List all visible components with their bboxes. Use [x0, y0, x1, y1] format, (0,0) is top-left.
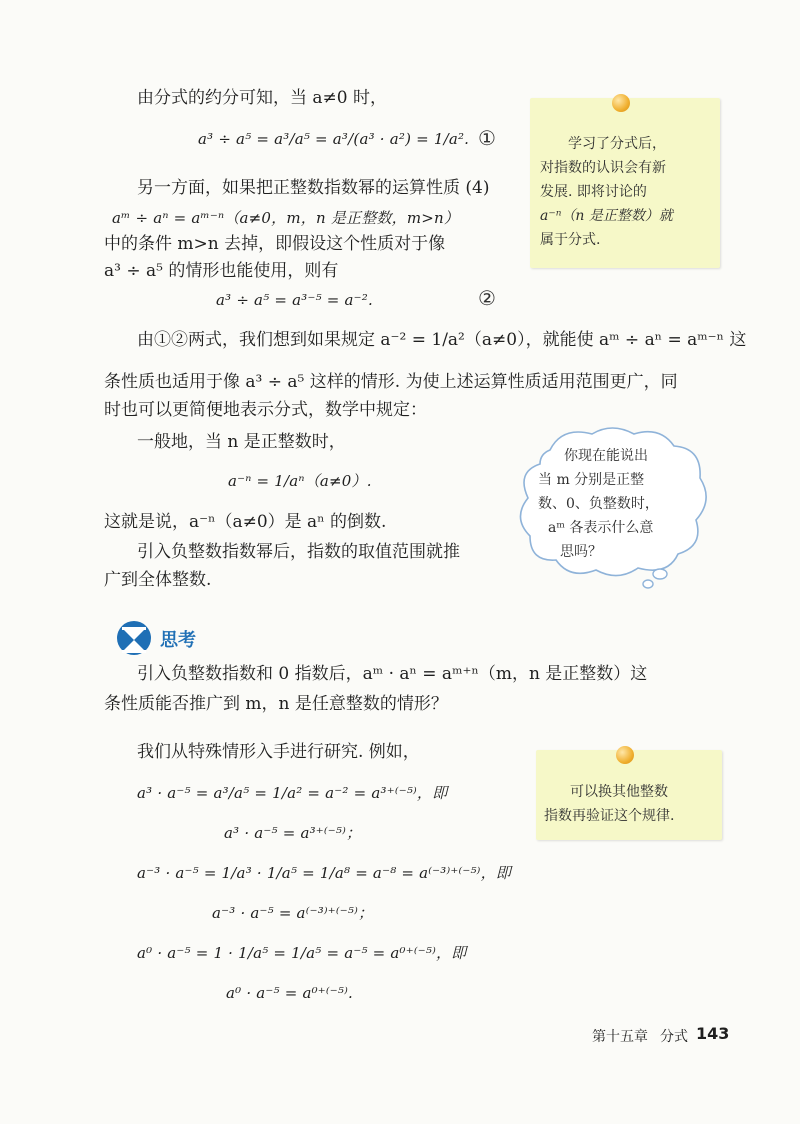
equation: a⁰ · a⁻⁵ = a⁰⁺⁽⁻⁵⁾. — [226, 984, 353, 1002]
pushpin-icon — [612, 94, 630, 112]
note-line: a⁻ⁿ（n 是正整数）就 — [540, 208, 673, 224]
equation-number: ② — [478, 286, 496, 310]
text-line: 引入负整数指数和 0 指数后，aᵐ · aⁿ = aᵐ⁺ⁿ（m，n 是正整数）这 — [137, 664, 648, 684]
note-line: 学习了分式后， — [568, 136, 666, 152]
text-line: 一般地，当 n 是正整数时， — [137, 432, 346, 452]
side-note — [536, 750, 722, 840]
pushpin-icon — [616, 746, 634, 764]
text-line: a³ ÷ a⁵ 的情形也能使用，则有 — [104, 261, 339, 281]
text-line: 我们从特殊情形入手进行研究. 例如， — [137, 742, 420, 762]
text-line: 中的条件 m>n 去掉，即假设这个性质对于像 — [104, 234, 446, 254]
note-line: 属于分式. — [540, 232, 601, 248]
cloud-line: 你现在能说出 — [564, 448, 648, 464]
note-line: 指数再验证这个规律. — [544, 808, 675, 824]
chapter-title: 分式 — [660, 1029, 688, 1045]
equation-number: ① — [478, 126, 496, 150]
chapter-label: 第十五章 — [592, 1029, 648, 1045]
think-icon — [116, 618, 152, 658]
cloud-line: 思吗？ — [560, 544, 602, 560]
equation: a⁻ⁿ = 1/aⁿ（a≠0）. — [228, 472, 372, 490]
equation: a³ · a⁻⁵ = a³⁺⁽⁻⁵⁾； — [224, 824, 362, 842]
think-title: 思考 — [160, 630, 196, 651]
text-line: 条性质也适用于像 a³ ÷ a⁵ 这样的情形. 为使上述运算性质适用范围更广，同 — [104, 372, 678, 392]
text-line: 广到全体整数. — [104, 570, 212, 590]
note-line: 发展. 即将讨论的 — [540, 184, 647, 200]
equation: a³ · a⁻⁵ = a³/a⁵ = 1/a² = a⁻² = a³⁺⁽⁻⁵⁾，即 — [137, 784, 448, 802]
note-line: 对指数的认识会有新 — [540, 160, 666, 176]
equation: a⁰ · a⁻⁵ = 1 · 1/a⁵ = 1/a⁵ = a⁻⁵ = a⁰⁺⁽⁻⁵⁾，即 — [137, 944, 467, 962]
note-line: 可以换其他整数 — [570, 784, 668, 800]
side-note — [530, 98, 720, 268]
cloud-line: 数、0、负整数时， — [538, 496, 659, 512]
equation: a⁻³ · a⁻⁵ = a⁽⁻³⁾⁺⁽⁻⁵⁾； — [212, 904, 374, 922]
equation: a⁻³ · a⁻⁵ = 1/a³ · 1/a⁵ = 1/a⁸ = a⁻⁸ = a⁽⁻³⁾⁺⁽⁻⁵⁾，即 — [137, 864, 511, 882]
text-line: 由①②两式，我们想到如果规定 a⁻² = 1/a²（a≠0），就能使 aᵐ ÷ aⁿ = aᵐ⁻ⁿ 这 — [137, 330, 747, 350]
equation: a³ ÷ a⁵ = a³⁻⁵ = a⁻². — [216, 291, 373, 309]
text-line: 由分式的约分可知，当 a≠0 时， — [137, 88, 388, 108]
text-line: aᵐ ÷ aⁿ = aᵐ⁻ⁿ（a≠0，m，n 是正整数，m>n） — [112, 209, 460, 227]
text-line: 这就是说，a⁻ⁿ（a≠0）是 aⁿ 的倒数. — [104, 512, 387, 532]
equation: a³ ÷ a⁵ = a³/a⁵ = a³/(a³ · a²) = 1/a². — [198, 130, 470, 148]
page-number: 143 — [696, 1024, 730, 1043]
text-line: 时也可以更简便地表示分式，数学中规定： — [104, 400, 427, 420]
text-line: 另一方面，如果把正整数指数幂的运算性质 (4) — [137, 178, 490, 198]
cloud-line: 当 m 分别是正整 — [538, 472, 645, 488]
cloud-line: aᵐ 各表示什么意 — [548, 520, 654, 536]
text-line: 引入负整数指数幂后，指数的取值范围就推 — [137, 542, 460, 562]
text-line: 条性质能否推广到 m，n 是任意整数的情形？ — [104, 694, 448, 714]
